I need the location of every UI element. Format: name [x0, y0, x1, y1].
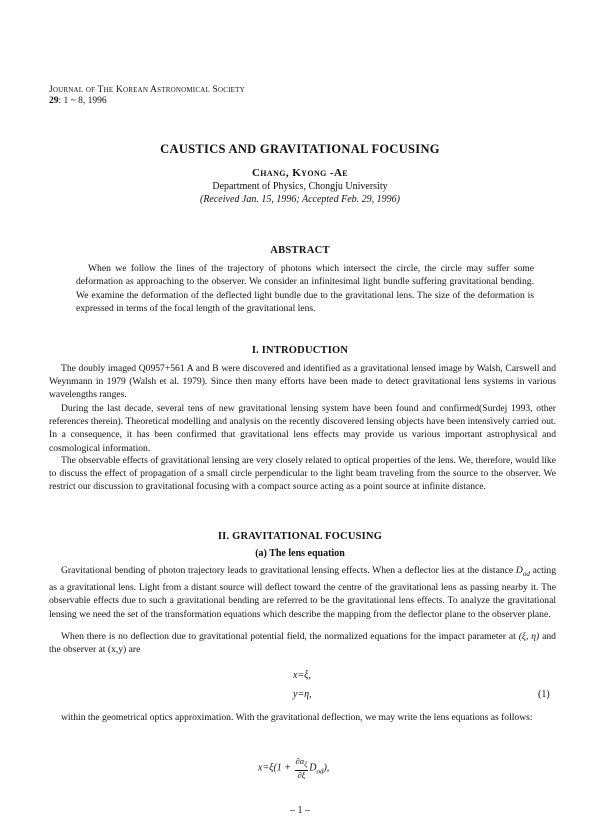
equation-2 [258, 757, 329, 780]
journal-name: Journal of The Korean Astronomical Society [49, 85, 245, 95]
journal-header [49, 85, 245, 107]
abstract-heading: ABSTRACT [270, 245, 330, 256]
intro-paragraph-1: The doubly imaged Q0957+561 A and B were discovered and identified as a gravitational lensed image by Walsh, Carswell and Weynmann in 1979 (Walsh et al. 1979). Since then many efforts have been made to detect gravitational lens systems in various wavelengths ranges. [49, 363, 556, 401]
section2-paragraph-1 [49, 564, 556, 621]
equation-2-distance: D [309, 762, 317, 774]
equation-2-distance-subscript: od [316, 767, 324, 776]
page-number: – 1 – [290, 805, 310, 816]
author-affiliation: Department of Physics, Chongju University [212, 181, 388, 192]
intro-paragraph-2: During the last decade, several tens of new gravitational lensing system have been found and confirmed(Surdej 1993, other references therein). Theoretical modelling and analysis on the recently discovered lensing objects have been intensively carried out. In a consequence, it has been confirmed that gravitational lens effects may provide us various important astrophysical and cosmological information. [49, 403, 556, 454]
equation-2-numerator: $\partial\alpha_\xi$ [295, 756, 308, 769]
equation-2-left: x=ξ(1 + [258, 762, 292, 774]
author-name: Chang, Kyong -Ae [251, 167, 349, 179]
journal-pages: : 1 ~ 8, 1996 [58, 96, 107, 106]
intro-heading: I. INTRODUCTION [251, 345, 349, 356]
section2-p2-text-c: and the observer at (x,y) are [49, 631, 556, 656]
section2-paragraph-3: within the geometrical optics approximation. With the gravitational deflection, we may write the lens equations as follows: [61, 712, 533, 723]
equation-1-line-1: x=ξ, [293, 670, 311, 681]
section2-paragraph-2 [49, 630, 556, 656]
equation-1-number: (1) [538, 689, 550, 700]
section2-subheading: (a) The lens equation [255, 548, 345, 559]
section2-p2-text-a: When there is no deflection due to gravitational potential field, the normalized equations for the impact parameter at [61, 631, 516, 642]
impact-coordinates: (ξ, η) [518, 631, 540, 642]
abstract-text: When we follow the lines of the trajectory of photons which intersect the circle, the circle may suffer some deformation as approaching to the observer. We consider an infinitesimal light bundle suffering gravitational bending. We examine the deformation of the deflected light bundle due to the gravitational lens. The size of the deformation is expressed in terms of the focal length of the gravitational lens. [76, 263, 534, 314]
section2-p1-text-b: acting as a gravitational lens. Light from a distant source will deflect toward the centre of the gravitational lens as passing nearby it. The observable effects due to such a gravitational bending are referred to be the gravitational lens effects. To analyze the gravitational lensing we need the set of the transformation equations which describe the mapping from the deflector plane to the observer plane. [49, 565, 557, 620]
journal-volume-line [49, 96, 245, 107]
distance-subscript: od [522, 569, 530, 578]
distance-symbol: D [515, 565, 523, 576]
section2-p1-text-a: Gravitational bending of photon trajectory leads to gravitational lensing effects. When a deflector lies at the distance [61, 565, 514, 576]
paper-title: CAUSTICS AND GRAVITATIONAL FOCUSING [160, 142, 440, 156]
received-dates: (Received Jan. 15, 1996; Accepted Feb. 29, 1996) [199, 194, 400, 205]
journal-volume: 29 [49, 96, 59, 106]
equation-1-line-2: y=η, [293, 689, 312, 700]
equation-2-end: ), [323, 762, 330, 774]
intro-paragraph-3: The observable effects of gravitational lensing are very closely related to optical properties of the lens. We, therefore, would like to discuss the effect of propagation of a small circle perpendicular to the light beam traveling from the source to the observer. We restrict our discussion to gravitational focusing with a compact source acting as a point source at infinite distance. [49, 455, 556, 493]
section2-heading: II. GRAVITATIONAL FOCUSING [217, 531, 383, 542]
equation-2-fraction [295, 757, 309, 780]
equation-2-denominator: ∂ξ [297, 769, 306, 780]
